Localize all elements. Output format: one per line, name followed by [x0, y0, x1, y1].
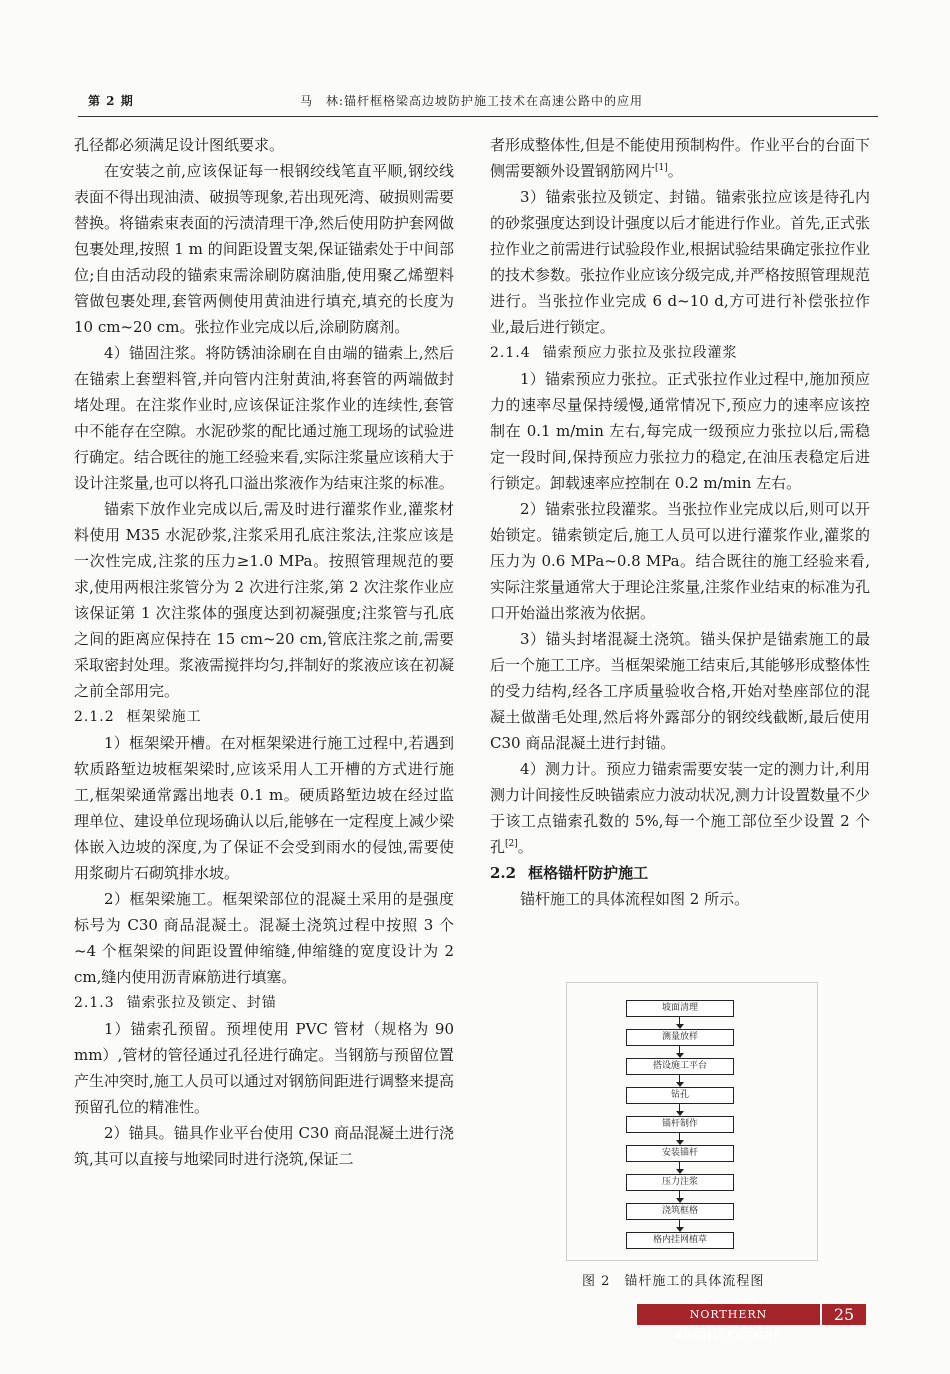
citation: [2] — [505, 839, 518, 849]
section-number: 2.1.2 — [74, 709, 115, 725]
paragraph: 2）锚索张拉段灌浆。当张拉作业完成以后,则可以开始锁定。锚索锁定后,施工人员可以进行灌浆作业,灌浆的压力为 0.6 MPa~0.8 MPa。结合既往的施工经验来看,实际注浆量通常大于理论注浆量,注浆作业结束的标准为孔口开始溢出浆液为依据。 — [490, 500, 870, 622]
flow-step-2: 测量放样 — [626, 1029, 734, 1046]
paragraph: 1）锚索孔预留。预埋使用 PVC 管材（规格为 90 mm）,管材的管径通过孔径进行确定。当钢筋与预留位置产生冲突时,施工人员可以通过对钢筋间距进行调整来提高预留孔位的精准性。 — [74, 1020, 454, 1116]
paragraph-text: 者形成整体性,但是不能使用预制构件。作业平台的台面下侧需要额外设置钢筋网片 — [490, 136, 870, 180]
running-title: 马 林:锚杆框格梁高边坡防护施工技术在高速公路中的应用 — [300, 94, 644, 108]
left-column — [74, 132, 454, 1172]
paragraph: 锚杆施工的具体流程如图 2 所示。 — [520, 890, 750, 908]
section-number: 2.2 — [490, 864, 517, 882]
flow-step-6: 安装锚杆 — [626, 1145, 734, 1162]
journal-name: NORTHERN ARCHITECTURE — [637, 1304, 820, 1325]
section-heading-2-2 — [490, 860, 870, 886]
paragraph-end: 。 — [667, 162, 683, 180]
section-title: 锚索张拉及锁定、封锚 — [126, 995, 277, 1011]
paragraph: 锚索下放作业完成以后,需及时进行灌浆作业,灌浆材料使用 M35 水泥砂浆,注浆采用孔底注浆法,注浆应该是一次性完成,注浆的压力≥1.0 MPa。按照管理规范的要求,使用两根注浆管分为 2 次进行注浆,第 2 次注浆作业应该保证第 1 次注浆体的强度达到初凝强度;注浆管与孔底之间的距离应保持在 15 cm~20 cm,管底注浆之前,需要采取密封处理。浆液需搅拌均匀,拌制好的浆液应该在初凝之前全部用完。 — [74, 500, 454, 700]
right-column — [490, 132, 870, 912]
paragraph — [490, 132, 870, 184]
section-title: 框格锚杆防护施工 — [528, 864, 649, 882]
section-number: 2.1.4 — [490, 345, 531, 361]
section-title: 锚索预应力张拉及张拉段灌浆 — [542, 345, 738, 361]
paragraph: 2）锚具。锚具作业平台使用 C30 商品混凝土进行浇筑,其可以直接与地梁同时进行浇筑,保证二 — [74, 1124, 454, 1168]
issue-label: 第 2 期 — [88, 94, 134, 108]
flow-step-3: 搭设施工平台 — [626, 1058, 734, 1075]
section-heading-2-1-4 — [490, 340, 870, 366]
page-number: 25 — [822, 1304, 866, 1325]
paragraph: 在安装之前,应该保证每一根钢绞线笔直平顺,钢绞线表面不得出现油渍、破损等现象,若出现死湾、破损则需要替换。将锚索束表面的污渍清理干净,然后使用防护套网做包裹处理,按照 1 m 的间距设置支架,保证锚索处于中间部位;自由活动段的锚索束需涂刷防腐油脂,使用聚乙烯塑料管做包裹处理,套管两侧使用黄油进行填充,填充的长度为 10 cm~20 cm。张拉作业完成以后,涂刷防腐剂。 — [74, 162, 454, 336]
section-heading-2-1-2 — [74, 704, 454, 730]
flow-step-1: 坡面清理 — [626, 1000, 734, 1017]
flow-step-4: 钻孔 — [626, 1087, 734, 1104]
citation: [1] — [655, 163, 668, 173]
section-number: 2.1.3 — [74, 995, 115, 1011]
paragraph-end: 。 — [517, 838, 533, 856]
paragraph: 4）锚固注浆。将防锈油涂刷在自由端的锚索上,然后在锚索上套塑料管,并向管内注射黄油,将套管的两端做封堵处理。在注浆作业时,应该保证注浆作业的连续性,套管中不能存在空隙。水泥砂浆的配比通过施工现场的试验进行确定。结合既往的施工经验来看,实际注浆量应该稍大于设计注浆量,也可以将孔口溢出浆液作为结束注浆的标准。 — [74, 344, 454, 492]
paragraph-text: 4）测力计。预应力锚索需要安装一定的测力计,利用测力计间接性反映锚索应力波动状况,测力计设置数量不少于该工点锚索孔数的 5%,每一个施工部位至少设置 2 个孔 — [490, 760, 870, 856]
flow-step-9: 格内挂网植草 — [626, 1232, 734, 1249]
flow-step-5: 锚杆制作 — [626, 1116, 734, 1133]
section-heading-2-1-3 — [74, 990, 454, 1016]
paragraph — [490, 756, 870, 860]
paragraph: 1）框架梁开槽。在对框架梁进行施工过程中,若遇到软质路堑边坡框架梁时,应该采用人工开槽的方式进行施工,框架梁通常露出地表 0.1 m。硬质路堑边坡在经过监理单位、建设单位现场确认以后,能够在一定程度上减少梁体嵌入边坡的深度,为了保证不会受到雨水的侵蚀,需要使用浆砌片石砌筑排水坡。 — [74, 734, 454, 882]
flow-step-7: 压力注浆 — [626, 1174, 734, 1191]
paragraph: 3）锚头封堵混凝土浇筑。锚头保护是锚索施工的最后一个施工工序。当框架梁施工结束后,其能够形成整体性的受力结构,经各工序质量验收合格,开始对垫座部位的混凝土做凿毛处理,然后将外露部分的钢绞线截断,最后使用 C30 商品混凝土进行封锚。 — [490, 630, 870, 752]
paragraph: 1）锚索预应力张拉。正式张拉作业过程中,施加预应力的速率尽量保持缓慢,通常情况下,预应力的速率应该控制在 0.1 m/min 左右,每完成一级预应力张拉以后,需稳定一段时间,保持预应力张拉力的稳定,在油压表稳定后进行锁定。卸载速率应控制在 0.2 m/min 左右。 — [490, 370, 870, 492]
paragraph: 孔径都必须满足设计图纸要求。 — [74, 136, 285, 154]
paragraph: 2）框架梁施工。框架梁部位的混凝土采用的是强度标号为 C30 商品混凝土。混凝土浇筑过程中按照 3 个~4 个框架梁的间距设置伸缩缝,伸缩缝的宽度设计为 2 cm,缝内使用沥青麻筋进行填塞。 — [74, 890, 454, 986]
flow-step-8: 浇筑框格 — [626, 1203, 734, 1220]
section-title: 框架梁施工 — [126, 709, 202, 725]
paragraph: 3）锚索张拉及锁定、封锚。锚索张拉应该是待孔内的砂浆强度达到设计强度以后才能进行作业。首先,正式张拉作业之前需进行试验段作业,根据试验结果确定张拉作业的技术参数。张拉作业应该分级完成,并严格按照管理规范进行。当张拉作业完成 6 d~10 d,方可进行补偿张拉作业,最后进行锁定。 — [490, 188, 870, 336]
header-rule — [78, 116, 878, 117]
figure-caption: 图 2 锚杆施工的具体流程图 — [582, 1274, 765, 1289]
